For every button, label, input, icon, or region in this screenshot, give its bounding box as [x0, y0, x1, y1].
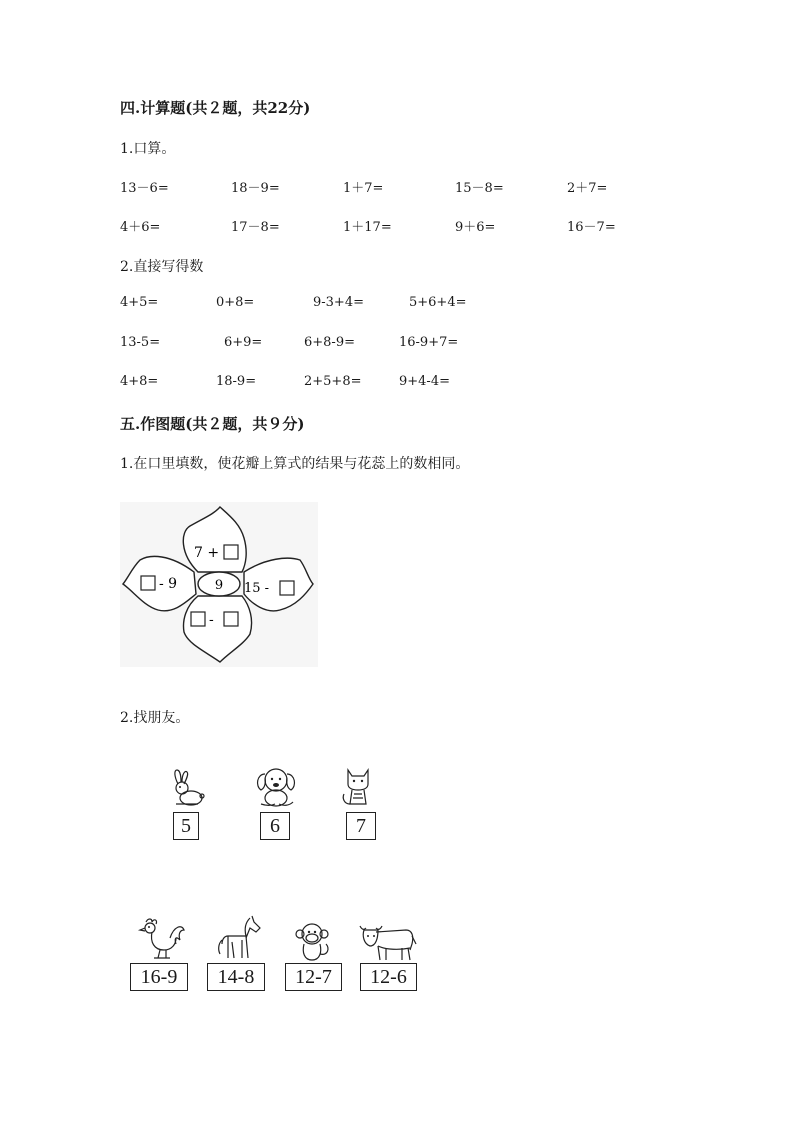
oral-calc-item: 9＋6= — [455, 220, 496, 235]
right-blank-box[interactable] — [280, 581, 294, 595]
direct-calc-item: 2+5+8= — [304, 374, 362, 389]
right-petal-expr: 15 - — [244, 581, 270, 596]
direct-calc-item: 9-3+4= — [313, 295, 364, 310]
oral-calc-item: 16－7= — [567, 220, 616, 235]
left-petal-expr: - 9 — [159, 576, 178, 592]
monkey-icon — [290, 920, 334, 964]
oral-calc-item: 4＋6= — [120, 220, 161, 235]
dog-icon — [253, 766, 299, 808]
number-card: 6 — [260, 812, 290, 840]
direct-calc-item: 6+9= — [224, 335, 263, 350]
direct-calc-item: 4+5= — [120, 295, 159, 310]
top-petal-expr: 7 + — [194, 545, 220, 561]
rooster-icon — [136, 916, 186, 962]
question-2-label: 2.直接写得数 — [120, 259, 204, 275]
expression-card: 12-6 — [360, 963, 417, 991]
direct-calc-item: 6+8-9= — [304, 335, 355, 350]
oral-calc-item: 15－8= — [455, 181, 504, 196]
oral-calc-item: 13－6= — [120, 181, 169, 196]
flower-diagram — [120, 502, 318, 667]
question-1-label: 1.在口里填数，使花瓣上算式的结果与花蕊上的数相同。 — [120, 456, 470, 472]
bottom-petal-expr: - — [209, 612, 214, 628]
rabbit-icon — [164, 768, 206, 808]
direct-calc-item: 0+8= — [216, 295, 255, 310]
question-1-label: 1.口算。 — [120, 141, 176, 157]
oral-calc-item: 1＋17= — [343, 220, 392, 235]
direct-calc-item: 9+4-4= — [399, 374, 450, 389]
left-blank-box[interactable] — [141, 576, 155, 590]
direct-calc-item: 4+8= — [120, 374, 159, 389]
cat-icon — [338, 764, 380, 808]
oral-calc-item: 17－8= — [231, 220, 280, 235]
horse-icon — [216, 912, 262, 962]
expression-card: 16-9 — [130, 963, 188, 991]
expression-card: 14-8 — [207, 963, 265, 991]
direct-calc-item: 18-9= — [216, 374, 257, 389]
oral-calc-item: 18－9= — [231, 181, 280, 196]
expression-card: 12-7 — [285, 963, 342, 991]
bottom-blank-box-1[interactable] — [191, 612, 205, 626]
direct-calc-item: 13-5= — [120, 335, 161, 350]
direct-calc-item: 16-9+7= — [399, 335, 459, 350]
bottom-blank-box-2[interactable] — [224, 612, 238, 626]
section5-title: 五.作图题(共２题，共９分) — [120, 415, 305, 433]
section4-title: 四.计算题(共２题，共22分) — [120, 99, 311, 117]
direct-calc-item: 5+6+4= — [409, 295, 467, 310]
oral-calc-item: 1＋7= — [343, 181, 384, 196]
number-card: 5 — [173, 812, 199, 840]
number-card: 7 — [346, 812, 376, 840]
question-2-label: 2.找朋友。 — [120, 710, 190, 726]
oral-calc-item: 2＋7= — [567, 181, 608, 196]
center-number: 9 — [214, 578, 224, 593]
top-blank-box[interactable] — [224, 545, 238, 559]
cow-icon — [356, 920, 418, 964]
